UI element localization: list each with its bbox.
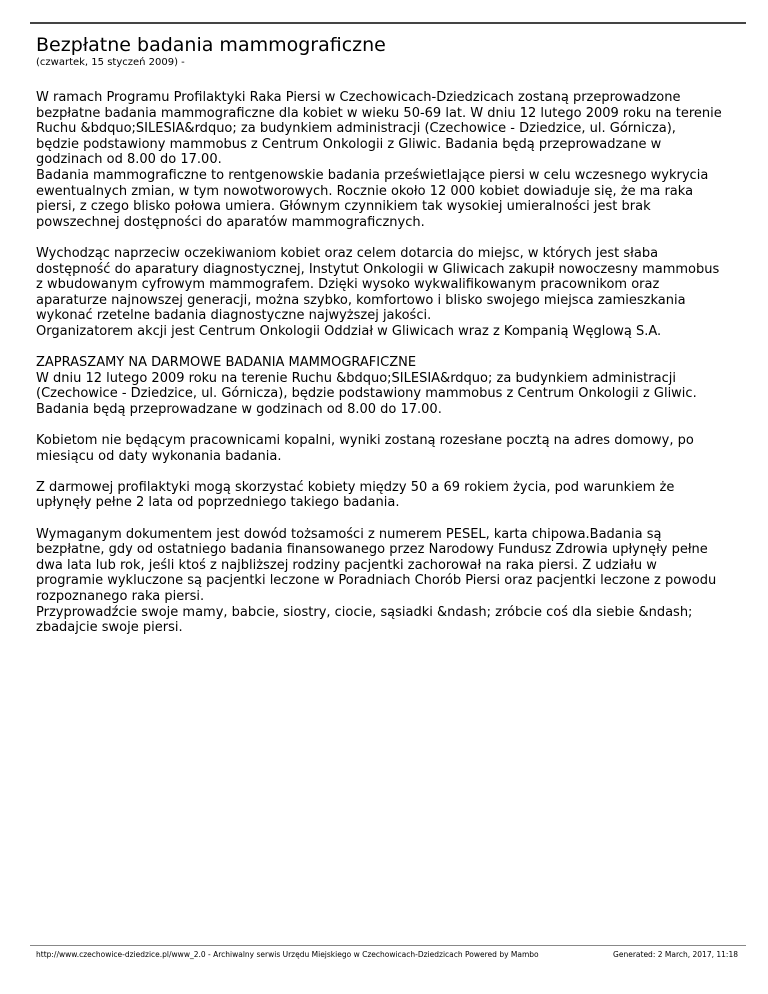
footer-powered: Powered by Mambo — [465, 950, 539, 959]
text-line: bezpłatne, gdy od ostatniego badania finansowanego przez Narodowy Fundusz Zdrowia upłynęły pełne — [36, 542, 708, 558]
text-line: Kobietom nie będącym pracownicami kopalni, wyniki zostaną rozesłane pocztą na adres domowy, po — [36, 433, 694, 449]
text-line: piersi, z czego blisko połowa umiera. Głównym czynnikiem tak wysokiej umieralności jest brak — [36, 199, 651, 215]
paragraph-3 — [36, 355, 736, 417]
text-line: godzinach od 8.00 do 17.00. — [36, 152, 222, 168]
text-line: ZAPRASZAMY NA DARMOWE BADANIA MAMMOGRAFICZNE — [36, 355, 417, 371]
text-line: dostępność do aparatury diagnostycznej, Instytut Onkologii w Gliwicach zakupił nowoczesny mammobus — [36, 261, 720, 277]
text-line: z wbudowanym cyfrowym mammografem. Dzięki wysoko wykwalifikowanym pracownikom oraz — [36, 277, 660, 293]
text-line: powszechnej dostępności do aparatów mammograficznych. — [36, 214, 425, 230]
footer-url — [36, 950, 539, 959]
text-line: zbadajcie swoje piersi. — [36, 620, 183, 636]
text-line: W dniu 12 lutego 2009 roku na terenie Ruchu &bdquo;SILESIA&rdquo; za budynkiem administracji — [36, 370, 676, 386]
text-line: będzie podstawiony mammobus z Centrum Onkologii z Gliwic. Badania będą przeprowadzane w — [36, 136, 662, 152]
footer-generated: Generated: 2 March, 2017, 11:18 — [613, 950, 738, 959]
text-line: programie wykluczone są pacjentki leczone w Poradniach Chorób Piersi oraz pacjentki leczone z powodu — [36, 573, 717, 589]
paragraph-4 — [36, 433, 736, 464]
text-line: Badania mammograficzne to rentgenowskie badania prześwietlające piersi w celu wczesnego wykrycia — [36, 167, 709, 183]
article-date: (czwartek, 15 styczeń 2009) - — [36, 57, 185, 68]
text-line: rozpoznanego raka piersi. — [36, 589, 205, 604]
text-line: bezpłatne badania mammograficzne dla kobiet w wieku 50-69 lat. W dniu 12 lutego 2009 roku na terenie — [36, 105, 722, 121]
text-line: W ramach Programu Profilaktyki Raka Piersi w Czechowicach-Dziedzicach zostaną przeprowadzone — [36, 90, 681, 105]
text-line: wykonać rzetelne badania diagnostyczne najwyższej jakości. — [36, 308, 432, 324]
paragraph-5 — [36, 480, 736, 511]
text-line: Badania będą przeprowadzane w godzinach od 8.00 do 17.00. — [36, 401, 442, 417]
paragraph-1 — [36, 90, 736, 230]
article-title: Bezpłatne badania mammograficzne — [36, 34, 386, 56]
text-line: Z darmowej profilaktyki mogą skorzystać kobiety między 50 a 69 rokiem życia, pod warunkiem że — [36, 479, 675, 495]
text-line: Wychodząc naprzeciw oczekiwaniom kobiet oraz celem dotarcia do miejsc, w których jest słaba — [36, 245, 659, 261]
text-line: Przyprowadźcie swoje mamy, babcie, siostry, ciocie, sąsiadki &ndash; zróbcie coś dla siebie &ndash; — [36, 604, 693, 620]
text-line: Organizatorem akcji jest Centrum Onkologii Oddział w Gliwicach wraz z Kompanią Węglową S.A. — [36, 323, 662, 339]
top-divider — [30, 22, 746, 24]
text-line: (Czechowice - Dziedzice, ul. Górnicza), będzie podstawiony mammobus z Centrum Onkologii z Gliwic. — [36, 386, 697, 402]
footer-url-text: http://www.czechowice-dziedzice.pl/www_2.0 - Archiwalny serwis Urzędu Miejskiego w Czechowicach-Dziedzicach — [36, 950, 463, 959]
paragraph-6 — [36, 527, 736, 636]
paragraph-2 — [36, 246, 736, 340]
text-line: upłynęły pełne 2 lata od poprzedniego takiego badania. — [36, 495, 400, 511]
text-line: aparaturze najnowszej generacji, można szybko, komfortowo i blisko swojego miejsca zamieszkania — [36, 292, 686, 308]
text-line: Ruchu &bdquo;SILESIA&rdquo; za budynkiem administracji (Czechowice - Dziedzice, ul. Górnicza), — [36, 121, 676, 137]
article-body — [36, 90, 736, 651]
text-line: Wymaganym dokumentem jest dowód tożsamości z numerem PESEL, karta chipowa.Badania są — [36, 526, 662, 542]
text-line: dwa lata lub rok, jeśli ktoś z najbliższej rodziny pacjentki zachorował na raka piersi. Z udziału w — [36, 557, 657, 573]
text-line: miesiącu od daty wykonania badania. — [36, 448, 282, 464]
footer-divider — [30, 945, 746, 946]
text-line: ewentualnych zmian, w tym nowotworowych. Rocznie około 12 000 kobiet dowiaduje się, że ma raka — [36, 183, 694, 199]
